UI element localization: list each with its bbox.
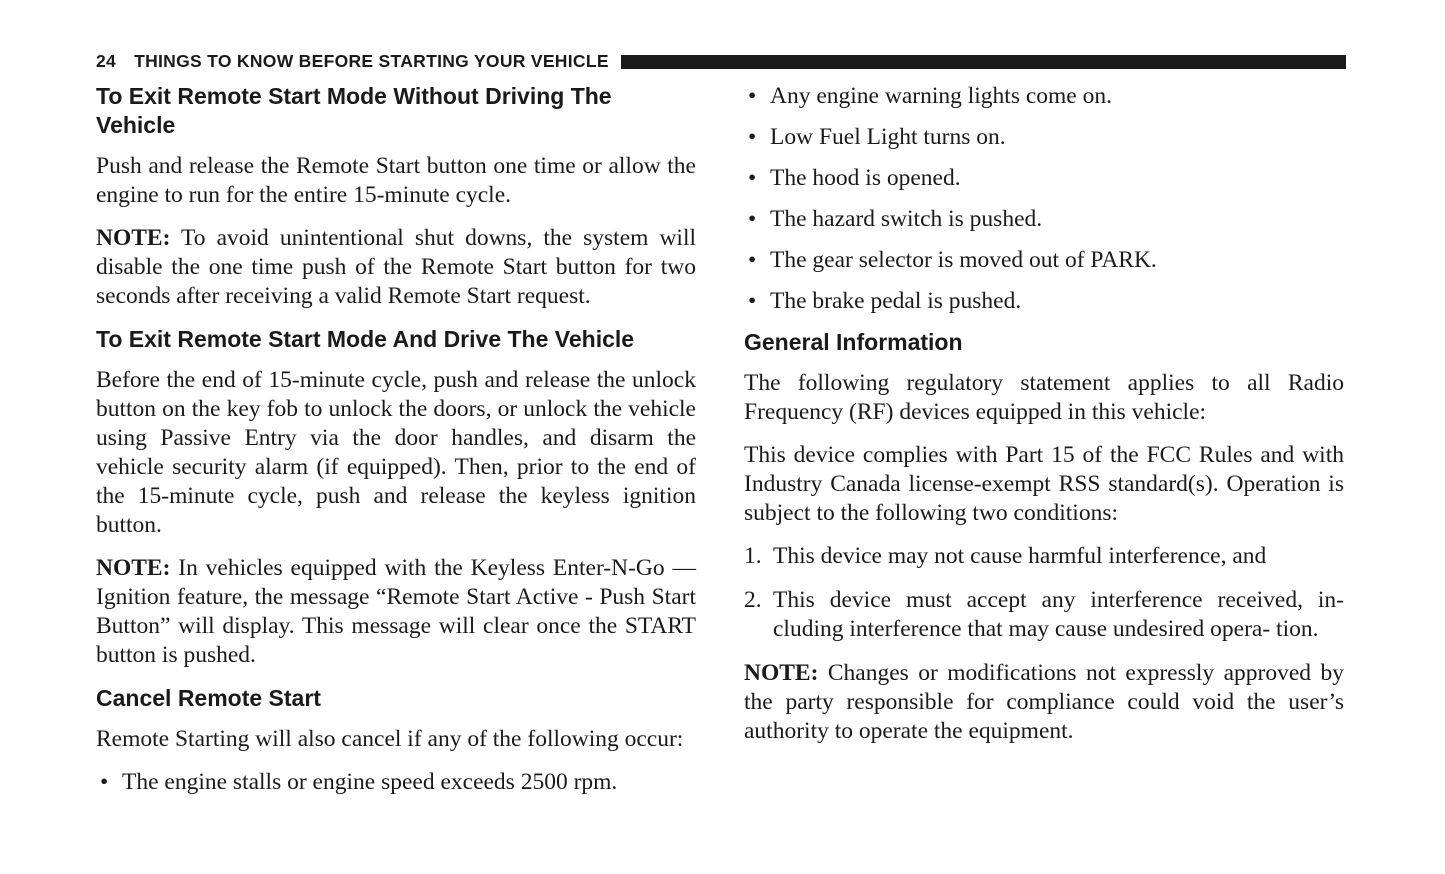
list-item-text: The hood is opened. — [770, 165, 961, 191]
bullet-icon: • — [748, 206, 757, 232]
bullet-icon: • — [748, 247, 757, 273]
list-item-text: The gear selector is moved out of PARK. — [770, 247, 1157, 273]
heading-exit-and-drive: To Exit Remote Start Mode And Drive The Vehicle — [96, 326, 635, 352]
paragraph-fcc-compliance: This device complies with Part 15 of the FCC Rules and with Industry Canada license-exempt RSS standard(s). Operation is subject to the following two conditions: — [744, 442, 1344, 526]
note-keyless-enter-n-go — [96, 554, 696, 670]
conditions-list — [744, 542, 1344, 644]
page-number: 24 — [96, 50, 117, 71]
heading-exit-without-driving: To Exit Remote Start Mode Without Driving The Vehicle — [96, 83, 612, 138]
heading-general-information: General Information — [744, 329, 963, 355]
list-item-text: Low Fuel Light turns on. — [770, 124, 1006, 150]
paragraph-regulatory-statement: The following regulatory statement applies to all Radio Frequency (RF) devices equipped in this vehicle: — [744, 370, 1344, 425]
note-label: NOTE: — [744, 660, 819, 686]
list-item — [744, 123, 1344, 152]
bullet-icon: • — [748, 83, 757, 109]
list-item-text: The hazard switch is pushed. — [770, 206, 1043, 232]
list-item-text: This device may not cause harmful interference, and — [773, 543, 1267, 569]
list-item — [744, 205, 1344, 234]
right-column — [744, 82, 1344, 760]
cancel-conditions-list-continued — [744, 82, 1344, 316]
header-rule — [621, 55, 1346, 69]
list-number: 2. — [744, 587, 762, 613]
bullet-icon: • — [100, 769, 109, 795]
paragraph-cancel: Remote Starting will also cancel if any of the following occur: — [96, 726, 684, 752]
page-header — [96, 50, 1346, 72]
note-label: NOTE: — [96, 225, 171, 251]
paragraph-exit-and-drive: Before the end of 15-minute cycle, push and release the unlock button on the key fob to unlock the doors, or unlock the vehicle using Passive Entry via the door handles, and disarm the vehicle security alarm (if equipped). Then, prior to the end of the 15-minute cycle, push and release the keyless ignition button. — [96, 367, 696, 538]
list-item — [96, 768, 696, 797]
bullet-icon: • — [748, 288, 757, 314]
note-modifications — [744, 659, 1344, 746]
paragraph-exit-without-driving: Push and release the Remote Start button one time or allow the engine to run for the entire 15-minute cycle. — [96, 153, 696, 208]
cancel-conditions-list — [96, 768, 696, 797]
section-title: THINGS TO KNOW BEFORE STARTING YOUR VEHICLE — [134, 50, 609, 71]
bullet-icon: • — [748, 165, 757, 191]
list-item-text: This device must accept any interference received, in- cluding interference that may cause undesired opera- tion. — [773, 587, 1344, 642]
left-column — [96, 82, 696, 809]
list-item — [744, 246, 1344, 275]
list-item — [744, 586, 1344, 644]
list-item — [744, 82, 1344, 111]
list-number: 1. — [744, 543, 762, 569]
note-label: NOTE: — [96, 555, 171, 581]
note-text: In vehicles equipped with the Keyless Enter-N-Go — Ignition feature, the message “Remote Start Active - Push Start Button” will display. This message will clear once the START button is pushed. — [96, 555, 696, 668]
list-item — [744, 287, 1344, 316]
list-item — [744, 542, 1344, 571]
list-item-text: The brake pedal is pushed. — [770, 288, 1022, 314]
note-text: Changes or modifications not expressly approved by the party responsible for compliance could void the user’s authority to operate the equipment. — [744, 660, 1344, 744]
list-item — [744, 164, 1344, 193]
note-text: To avoid unintentional shut downs, the system will disable the one time push of the Remote Start button for two seconds after receiving a valid Remote Start request. — [96, 225, 696, 309]
bullet-icon: • — [748, 124, 757, 150]
list-item-text: Any engine warning lights come on. — [770, 83, 1112, 109]
list-item-text: The engine stalls or engine speed exceeds 2500 rpm. — [122, 769, 618, 795]
note-unintentional-shutdown — [96, 224, 696, 311]
heading-cancel-remote-start: Cancel Remote Start — [96, 685, 321, 711]
